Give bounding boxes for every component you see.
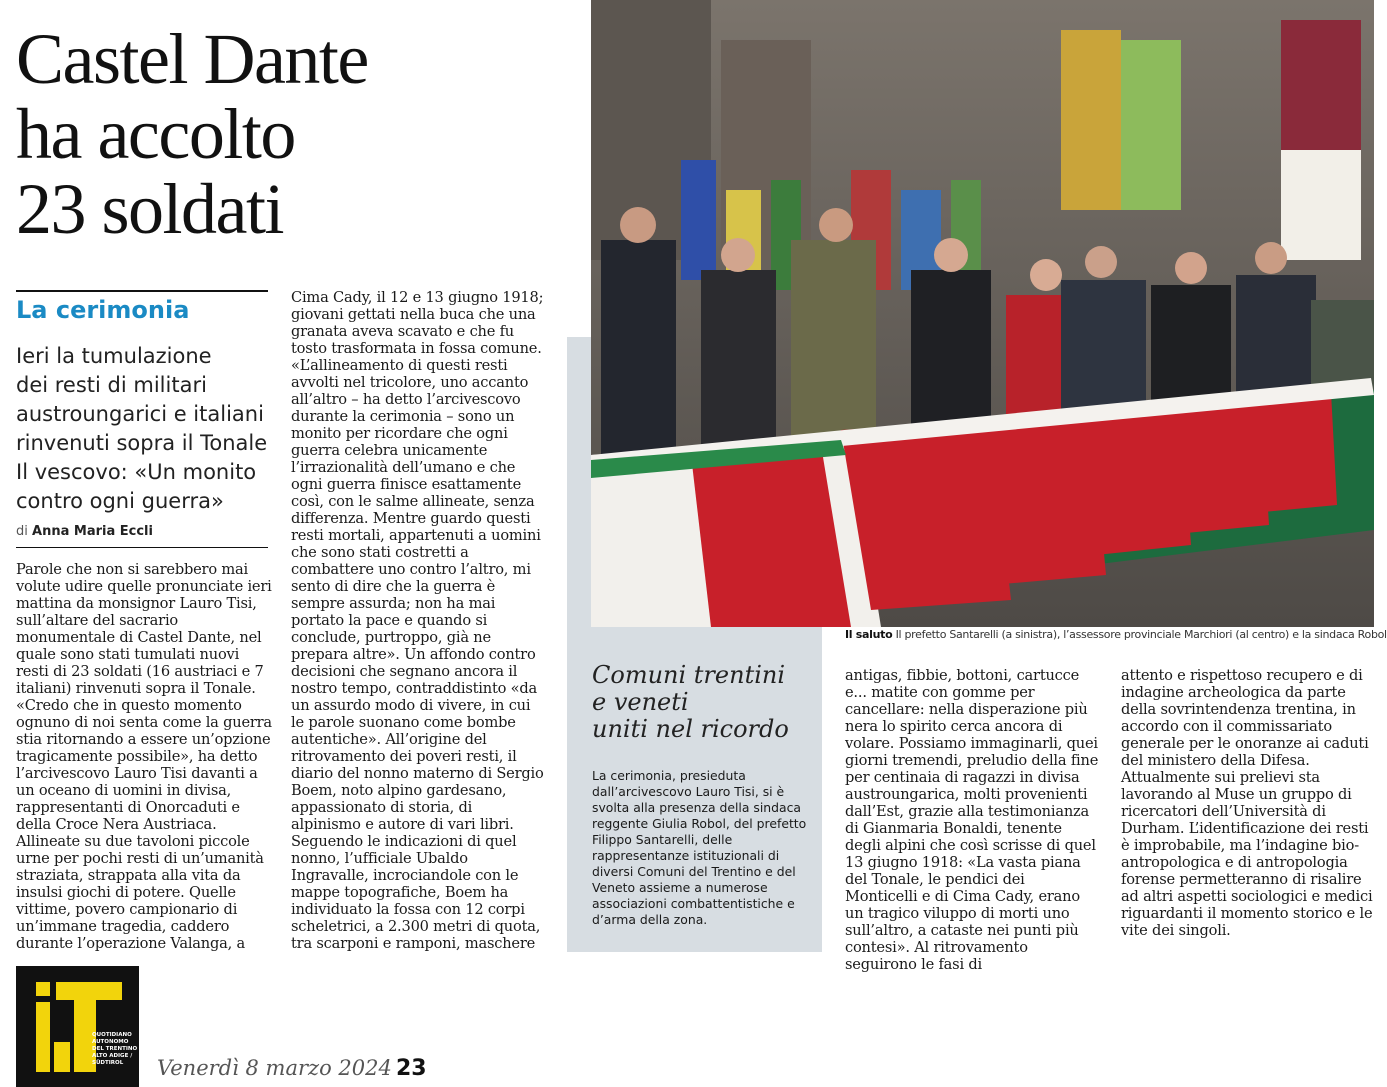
photo-caption-text: Il prefetto Santarelli (a sinistra), l’assessore provinciale Marchiori (al centro) e la sindaca Robol: [895, 628, 1387, 641]
subhead-line-5: Il vescovo: «Un monito: [16, 460, 257, 484]
article-column-2: Cima Cady, il 12 e 13 giugno 1918; giovani gettati nella buca che una granata aveva scavato e che fu tosto trasformata in fossa comune. «L’allineamento di questi resti avvolti nel tricolore, uno accanto all’altro – ha detto l’arcivescovo durante la cerimonia – sono un monito per ricordare che ogni guerra celebra unicamente l’irrazionalità dell’umano e che ogni guerra finisce esattamente così, con le salme allineate, senza differenza. Mentre guardo questi resti mortali, appartenuti a uomini che sono stati costretti a combattere uno contro l’altro, mi sento di dire che la guerra è sempre assurda; non ha mai portato la pace e quando si conclude, purtroppo, già ne prepara altre». Un affondo contro decisioni che segnano ancora il nostro tempo, contraddistinto «da un assurdo modo di vivere, in cui le parole suonano come bombe autentiche». All’origine del ritrovamento dei poveri resti, il diario del nonno materno di Sergio Boem, noto alpino gardesano, appassionato di storia, di alpinismo e autore di vari libri. Seguendo le indicazioni di quel nonno, l’ufficiale Ubaldo Ingravalle, incrociandole con le mappe topografiche, Boem ha individuato la fossa con 12 corpi scheletrici, a 2.300 metri di quota, tra scarponi e ramponi, maschere: [291, 289, 544, 952]
article-column-3: antigas, fibbie, bottoni, cartucce e... matite con gomme per cancellare: nella disperazione più nera lo spirito cerca ancora di volare. Possiamo immaginarli, quei giorni tremendi, preludio della fine per centinaia di ragazzi in divisa austroungarica, molti provenienti dall’Est, grazie alla testimonianza di Gianmaria Bonaldi, tenente degli alpini che così scrisse di quel 13 giugno 1918: «La vasta piana del Tonale, le pendici dei Monticelli e di Cima Cady, erano un tragico viluppo di morti uno sull’altro, a cataste nei punti più contesi». Al ritrovamento seguirono le fasi di: [845, 667, 1099, 973]
sidebar-title-line-2: e veneti: [592, 688, 689, 716]
byline-author: Anna Maria Eccli: [32, 524, 153, 539]
headline-line-2: ha accolto: [16, 94, 295, 174]
headline-line-3: 23 soldati: [16, 169, 283, 249]
sidebar-text: La cerimonia, presieduta dall’arcivescovo Lauro Tisi, si è svolta alla presenza della sindaca reggente Giulia Robol, del prefetto Filippo Santarelli, delle rappresentanze istituzionali di diversi Comuni del Trentino e del Veneto assieme a numerose associazioni combattentistiche e d’arma della zona.: [592, 768, 807, 927]
subhead-line-1: Ieri la tumulazione: [16, 344, 212, 368]
logo-text-line-1: QUOTIDIANO: [92, 1032, 132, 1038]
footer-date: Venerdì 8 marzo 2024: [157, 1056, 392, 1080]
logo-text-line-3: DEL TRENTINO: [92, 1046, 138, 1052]
logo-text-line-4: ALTO ADIGE /: [92, 1053, 133, 1059]
section-rule-top: [16, 290, 268, 292]
article-column-4: attento e rispettoso recupero e di indagine archeologica da parte della sovrintendenza trentina, in accordo con il commissariato generale per le onoranze ai caduti del ministero della Difesa. Attualmente sui prelievi sta lavorando al Muse un gruppo di ricercatori dell’Università di Durham. L’identificazione dei resti è improbabile, ma l’indagine bio-antropologica e di antropologia forense permetteranno di risalire ad altri aspetti sociologici e medici riguardanti il momento storico e le vite dei singoli.: [1121, 667, 1373, 939]
subhead-line-4: rinvenuti sopra il Tonale: [16, 431, 268, 455]
photo-caption: [845, 628, 1385, 641]
ceremony-photo: [591, 0, 1374, 627]
footer-page-number: 23: [396, 1056, 427, 1081]
ceremony-photo-illustration: [591, 0, 1374, 627]
subhead-line-2: dei resti di militari: [16, 373, 207, 397]
byline-rule: [16, 547, 268, 548]
subhead-line-6: contro ogni guerra»: [16, 489, 224, 513]
sidebar-title: [592, 662, 812, 743]
sidebar-title-line-1: Comuni trentini: [592, 661, 786, 689]
sidebar-title-line-3: uniti nel ricordo: [592, 715, 789, 743]
headline: [16, 19, 576, 249]
masthead-logo-text: [92, 1032, 138, 1067]
article-column-1: Parole che non si sarebbero mai volute udire quelle pronunciate ieri mattina da monsignor Lauro Tisi, sull’altare del sacrario monumentale di Castel Dante, nel quale sono stati tumulati nuovi resti di 23 soldati (16 austriaci e 7 italiani) rinvenuti sopra il Tonale. «Credo che in questo momento ognuno di noi senta come la guerra stia ritornando a essere un’opzione tragicamente possibile», ha detto l’arcivescovo Lauro Tisi davanti a un oceano di uomini in divisa, rappresentanti di Onorcaduti e della Croce Nera Austriaca. Allineate su due tavoloni piccole urne per pochi resti di un’umanità straziata, strappata alla vita da insulsi giochi di potere. Quelle vittime, povero campionario di un’immane tragedia, caddero durante l’operazione Valanga, a: [16, 561, 272, 952]
headline-line-1: Castel Dante: [16, 19, 368, 99]
masthead-logo: [16, 966, 139, 1087]
byline: [16, 524, 153, 539]
subhead: [16, 342, 276, 516]
byline-prefix: di: [16, 524, 28, 539]
photo-caption-label: Il saluto: [845, 628, 893, 641]
logo-text-line-2: AUTONOMO: [92, 1039, 129, 1045]
logo-text-line-5: SÜDTIROL: [92, 1060, 124, 1066]
subhead-line-3: austroungarici e italiani: [16, 402, 264, 426]
section-label: La cerimonia: [16, 296, 190, 324]
